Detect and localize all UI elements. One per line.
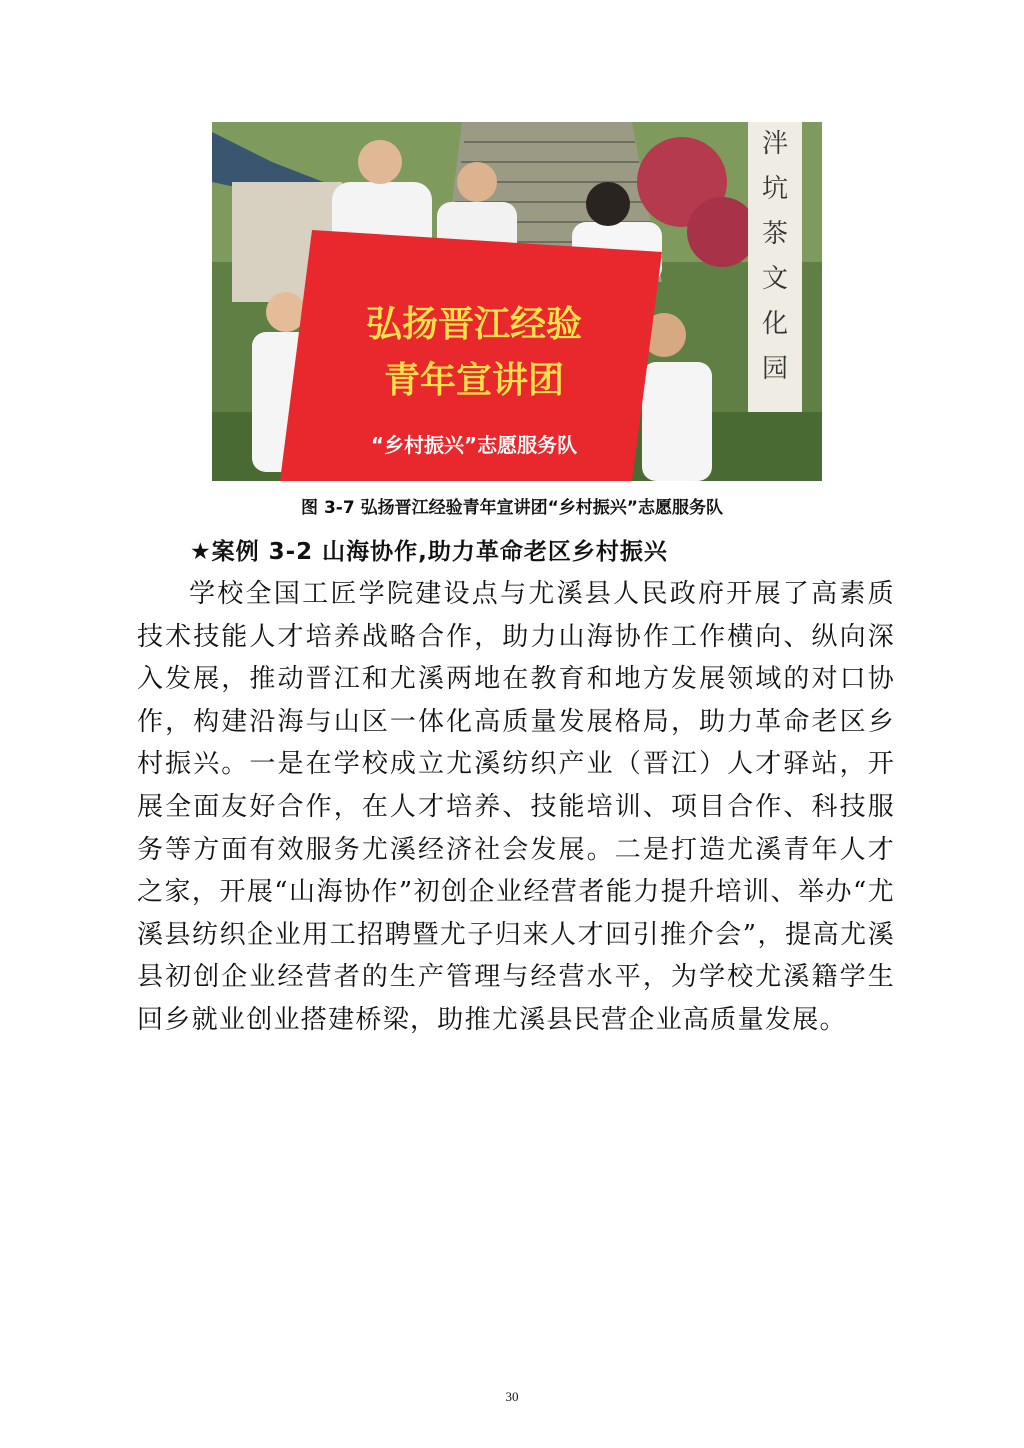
photo-illustration: [212, 122, 822, 481]
svg-text:茶: 茶: [761, 219, 789, 249]
svg-text:坑: 坑: [761, 174, 789, 204]
page-number: 30: [505, 1389, 519, 1404]
case-title: ★案例 3-2 山海协作,助力革命老区乡村振兴: [190, 539, 668, 565]
volunteer-team-photo: [212, 122, 822, 481]
svg-text:文: 文: [761, 264, 789, 294]
banner-line1: 弘扬晋江经验: [365, 304, 583, 345]
svg-text:园: 园: [761, 354, 789, 384]
case-paragraph: 学校全国工匠学院建设点与尤溪县人民政府开展了高素质技术技能人才培养战略合作，助力山海协作工作横向、纵向深入发展，推动晋江和尤溪两地在教育和地方发展领域的对口协作，构建沿海与山区一体化高质量发展格局，助力革命老区乡村振兴。一是在学校成立尤溪纺织产业（晋江）人才驿站，开展全面友好合作，在人才培养、技能培训、项目合作、科技服务等方面有效服务尤溪经济社会发展。二是打造尤溪青年人才之家，开展“山海协作”初创企业经营者能力提升培训、举办“尤溪县纺织企业用工招聘暨尤子归来人才回引推介会”，提高尤溪县初创企业经营者的生产管理与经营水平，为学校尤溪籍学生回乡就业创业搭建桥梁，助推尤溪县民营企业高质量发展。: [137, 579, 895, 1035]
banner-line3: “乡村振兴”志愿服务队: [370, 433, 578, 457]
svg-text:化: 化: [761, 309, 789, 339]
figure-caption: 图 3-7 弘扬晋江经验青年宣讲团“乡村振兴”志愿服务队: [301, 498, 723, 518]
svg-text:泮: 泮: [761, 129, 789, 159]
banner-line2: 青年宣讲团: [383, 360, 565, 401]
